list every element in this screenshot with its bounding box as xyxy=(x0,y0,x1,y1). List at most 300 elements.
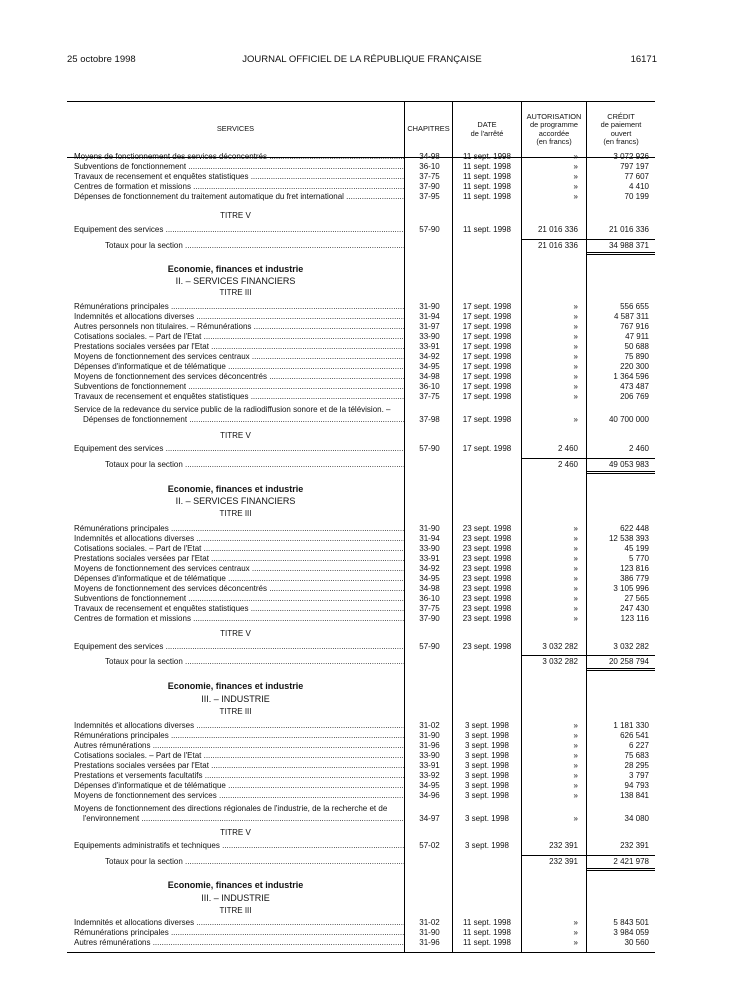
autorisation-cell: 2 460 xyxy=(557,444,578,453)
col-header-services: SERVICES xyxy=(216,124,255,134)
autorisation-cell: » xyxy=(573,938,578,947)
table-row xyxy=(67,731,655,741)
total-rule xyxy=(587,239,655,240)
chapter-cell: 33-91 xyxy=(419,554,440,563)
date-cell: 23 sept. 1998 xyxy=(462,594,512,603)
service-label: Autres rémunérations ..... xyxy=(74,741,404,751)
chapter-cell: 31-90 xyxy=(419,928,440,937)
date-cell: 17 sept. 1998 xyxy=(462,322,512,331)
chapter-cell: 31-94 xyxy=(419,534,440,543)
autorisation-cell: » xyxy=(573,382,578,391)
service-label: Prestations sociales versées par l'Etat ..... xyxy=(74,342,404,352)
date-cell: 17 sept. 1998 xyxy=(462,352,512,361)
date-cell: 23 sept. 1998 xyxy=(462,544,512,553)
service-label: Travaux de recensement et enquêtes statistiques ..... xyxy=(74,604,404,614)
autorisation-cell: » xyxy=(573,781,578,790)
table-row xyxy=(67,918,655,928)
titre-heading xyxy=(67,211,655,221)
service-label: Autres rémunérations ..... xyxy=(74,938,404,948)
chapter-cell: 33-91 xyxy=(419,342,440,351)
autorisation-cell: 21 016 336 xyxy=(537,241,578,250)
credit-cell: 12 538 393 xyxy=(608,534,649,543)
autorisation-cell: » xyxy=(573,312,578,321)
issue-date: 25 octobre 1998 xyxy=(67,54,136,65)
table-row xyxy=(67,182,655,192)
chapter-cell: 31-96 xyxy=(419,938,440,947)
table-row xyxy=(67,554,655,564)
chapter-cell: 31-96 xyxy=(419,741,440,750)
date-cell: 3 sept. 1998 xyxy=(464,781,510,790)
service-label: Subventions de fonctionnement ..... xyxy=(74,594,404,604)
credit-cell: 1 181 330 xyxy=(613,721,649,730)
credit-cell: 75 683 xyxy=(624,751,649,760)
chapter-cell: 33-90 xyxy=(419,332,440,341)
section-title xyxy=(67,880,655,890)
credit-cell: 45 199 xyxy=(624,544,649,553)
table-row xyxy=(67,544,655,554)
date-cell: 17 sept. 1998 xyxy=(462,302,512,311)
total-rule xyxy=(587,655,655,656)
table-row xyxy=(67,804,655,814)
table-row xyxy=(67,721,655,731)
table-row xyxy=(67,405,655,415)
table-row xyxy=(67,372,655,382)
service-label: Economie, finances et industrie xyxy=(167,880,304,890)
chapter-cell: 31-02 xyxy=(419,918,440,927)
page-number: 16171 xyxy=(630,54,657,65)
date-cell: 23 sept. 1998 xyxy=(462,574,512,583)
service-label: Rémunérations principales ..... xyxy=(74,302,404,312)
table-row xyxy=(67,642,655,652)
table-row xyxy=(67,332,655,342)
service-label: TITRE III xyxy=(219,509,252,518)
service-label: Prestations sociales versées par l'Etat ..... xyxy=(74,761,404,771)
autorisation-cell: » xyxy=(573,342,578,351)
autorisation-cell: » xyxy=(573,731,578,740)
total-rule xyxy=(522,855,586,856)
credit-cell: 4 410 xyxy=(628,182,649,191)
chapter-cell: 33-90 xyxy=(419,751,440,760)
service-label: III. – INDUSTRIE xyxy=(201,893,270,903)
autorisation-cell: » xyxy=(573,721,578,730)
titre-heading xyxy=(67,288,655,298)
autorisation-cell: » xyxy=(573,554,578,563)
service-label: III. – INDUSTRIE xyxy=(201,694,270,704)
credit-cell: 3 032 282 xyxy=(613,642,649,651)
table-row xyxy=(67,302,655,312)
credit-cell: 247 430 xyxy=(620,604,649,613)
table-row xyxy=(67,162,655,172)
service-label: Autres personnels non titulaires. – Rémunérations ..... xyxy=(74,322,404,332)
date-cell: 11 sept. 1998 xyxy=(463,172,511,181)
date-cell: 11 sept. 1998 xyxy=(463,182,511,191)
total-rule xyxy=(587,855,655,856)
col-header-autorisation: AUTORISATION de programme accordée (en francs) xyxy=(526,111,582,146)
date-cell: 3 sept. 1998 xyxy=(464,791,510,800)
date-cell: 3 sept. 1998 xyxy=(464,721,510,730)
chapter-cell: 33-92 xyxy=(419,771,440,780)
table-row xyxy=(67,225,655,235)
credit-cell: 3 984 059 xyxy=(613,928,649,937)
date-cell: 11 sept. 1998 xyxy=(463,928,511,937)
table-row xyxy=(67,534,655,544)
chapter-cell: 34-95 xyxy=(419,574,440,583)
autorisation-cell: » xyxy=(573,564,578,573)
table-row xyxy=(67,415,655,425)
credit-cell: 47 911 xyxy=(625,332,649,341)
col-header-credit: CRÉDIT de paiement ouvert (en francs) xyxy=(600,111,642,146)
service-label: Prestations et versements facultatifs ..... xyxy=(74,771,404,781)
service-label: TITRE V xyxy=(220,629,251,638)
total-rule xyxy=(587,458,655,459)
section-subtitle xyxy=(67,496,655,506)
autorisation-cell: » xyxy=(573,192,578,201)
table-row xyxy=(67,771,655,781)
service-label: Subventions de fonctionnement ..... xyxy=(74,382,404,392)
service-label: TITRE V xyxy=(220,431,251,440)
credit-cell: 70 199 xyxy=(624,192,649,201)
credit-cell: 2 460 xyxy=(628,444,649,453)
chapter-cell: 37-75 xyxy=(419,604,440,613)
table-row xyxy=(67,761,655,771)
table-body xyxy=(67,102,655,952)
date-cell: 17 sept. 1998 xyxy=(462,382,512,391)
credit-cell: 138 841 xyxy=(620,791,649,800)
autorisation-cell: 2 460 xyxy=(557,460,578,469)
credit-cell: 6 227 xyxy=(628,741,649,750)
titre-heading xyxy=(67,629,655,639)
chapter-cell: 34-98 xyxy=(419,152,440,161)
date-cell: 17 sept. 1998 xyxy=(462,392,512,401)
service-label: Rémunérations principales ..... xyxy=(74,524,404,534)
date-cell: 23 sept. 1998 xyxy=(462,564,512,573)
autorisation-cell: » xyxy=(573,162,578,171)
autorisation-cell: » xyxy=(573,152,578,161)
chapter-cell: 37-90 xyxy=(419,614,440,623)
service-label: Totaux pour la section ..... xyxy=(105,241,404,251)
service-label: Totaux pour la section ..... xyxy=(105,857,404,867)
service-label: Travaux de recensement et enquêtes statistiques ..... xyxy=(74,172,404,182)
autorisation-cell: » xyxy=(573,544,578,553)
section-subtitle xyxy=(67,276,655,286)
credit-cell: 123 116 xyxy=(620,614,649,623)
chapter-cell: 33-91 xyxy=(419,761,440,770)
service-label: Centres de formation et missions ..... xyxy=(74,614,404,624)
chapter-cell: 37-90 xyxy=(419,182,440,191)
total-row xyxy=(67,857,655,867)
autorisation-cell: » xyxy=(573,614,578,623)
date-cell: 3 sept. 1998 xyxy=(464,741,510,750)
service-label: Dépenses d'informatique et de télématique ..... xyxy=(74,362,404,372)
service-label: Cotisations sociales. – Part de l'Etat ..... xyxy=(74,332,404,342)
chapter-cell: 36-10 xyxy=(419,382,440,391)
date-cell: 3 sept. 1998 xyxy=(464,841,510,850)
total-double-rule xyxy=(587,252,655,255)
credit-cell: 386 779 xyxy=(620,574,649,583)
date-cell: 11 sept. 1998 xyxy=(463,938,511,947)
credit-cell: 49 053 983 xyxy=(608,460,649,469)
chapter-cell: 31-94 xyxy=(419,312,440,321)
autorisation-cell: » xyxy=(573,771,578,780)
autorisation-cell: » xyxy=(573,524,578,533)
chapter-cell: 31-90 xyxy=(419,302,440,311)
autorisation-cell: » xyxy=(573,362,578,371)
service-label: Moyens de fonctionnement des services centraux ..... xyxy=(74,564,404,574)
table-row xyxy=(67,614,655,624)
table-row xyxy=(67,312,655,322)
autorisation-cell: » xyxy=(573,352,578,361)
credit-cell: 220 300 xyxy=(620,362,649,371)
service-label: Totaux pour la section ..... xyxy=(105,657,404,667)
chapter-cell: 37-95 xyxy=(419,192,440,201)
service-label: Economie, finances et industrie xyxy=(167,264,304,274)
chapter-cell: 34-96 xyxy=(419,791,440,800)
chapter-cell: 34-97 xyxy=(419,814,440,823)
credit-cell: 473 487 xyxy=(620,382,649,391)
service-label: TITRE III xyxy=(219,707,252,716)
total-double-rule xyxy=(587,668,655,671)
autorisation-cell: 232 391 xyxy=(549,857,578,866)
chapter-cell: 57-90 xyxy=(419,225,440,234)
service-label: Equipement des services ..... xyxy=(74,444,404,454)
titre-heading xyxy=(67,707,655,717)
service-label: Rémunérations principales ..... xyxy=(74,731,404,741)
autorisation-cell: » xyxy=(573,791,578,800)
service-label: Dépenses d'informatique et de télématique ..... xyxy=(74,574,404,584)
credit-cell: 28 295 xyxy=(624,761,649,770)
chapter-cell: 37-98 xyxy=(419,415,440,424)
section-subtitle xyxy=(67,694,655,704)
credit-cell: 30 560 xyxy=(624,938,649,947)
date-cell: 17 sept. 1998 xyxy=(462,444,512,453)
service-label: Dépenses d'informatique et de télématique ..... xyxy=(74,781,404,791)
titre-heading xyxy=(67,906,655,916)
table-row xyxy=(67,574,655,584)
autorisation-cell: » xyxy=(573,814,578,823)
service-label: Equipement des services ..... xyxy=(74,225,404,235)
credit-cell: 50 688 xyxy=(624,342,649,351)
service-label: Indemnités et allocations diverses ..... xyxy=(74,534,404,544)
section-title xyxy=(67,484,655,494)
service-label: TITRE V xyxy=(220,211,251,220)
credit-cell: 232 391 xyxy=(620,841,649,850)
titre-heading xyxy=(67,828,655,838)
table-row xyxy=(67,928,655,938)
table-row xyxy=(67,791,655,801)
table-row xyxy=(67,814,655,824)
date-cell: 17 sept. 1998 xyxy=(462,415,512,424)
service-label: Rémunérations principales ..... xyxy=(74,928,404,938)
table-row xyxy=(67,841,655,851)
section-subtitle xyxy=(67,893,655,903)
table-row xyxy=(67,392,655,402)
chapter-cell: 57-90 xyxy=(419,642,440,651)
date-cell: 11 sept. 1998 xyxy=(463,192,511,201)
credit-cell: 622 448 xyxy=(620,524,649,533)
table-row xyxy=(67,604,655,614)
section-title xyxy=(67,264,655,274)
date-cell: 11 sept. 1998 xyxy=(463,225,511,234)
service-label: Dépenses de fonctionnement ..... xyxy=(83,415,404,425)
date-cell: 23 sept. 1998 xyxy=(462,584,512,593)
service-label: II. – SERVICES FINANCIERS xyxy=(175,276,296,286)
credit-cell: 34 988 371 xyxy=(608,241,649,250)
credit-cell: 21 016 336 xyxy=(608,225,649,234)
total-row xyxy=(67,460,655,470)
table-row xyxy=(67,524,655,534)
date-cell: 23 sept. 1998 xyxy=(462,534,512,543)
autorisation-cell: » xyxy=(573,372,578,381)
service-label: Moyens de fonctionnement des services déconcentrés ..... xyxy=(74,372,404,382)
date-cell: 11 sept. 1998 xyxy=(463,162,511,171)
total-rule xyxy=(522,458,586,459)
table-row xyxy=(67,781,655,791)
table-row xyxy=(67,741,655,751)
service-label: Moyens de fonctionnement des services déconcentrés ..... xyxy=(74,584,404,594)
autorisation-cell: » xyxy=(573,392,578,401)
service-label: Travaux de recensement et enquêtes statistiques ..... xyxy=(74,392,404,402)
table-row xyxy=(67,751,655,761)
service-label: Indemnités et allocations diverses ..... xyxy=(74,312,404,322)
service-label: Prestations sociales versées par l'Etat ..... xyxy=(74,554,404,564)
date-cell: 17 sept. 1998 xyxy=(462,372,512,381)
chapter-cell: 34-95 xyxy=(419,781,440,790)
date-cell: 3 sept. 1998 xyxy=(464,771,510,780)
date-cell: 3 sept. 1998 xyxy=(464,751,510,760)
table-row xyxy=(67,192,655,202)
total-row xyxy=(67,241,655,251)
table-row xyxy=(67,444,655,454)
total-row xyxy=(67,657,655,667)
credit-cell: 27 565 xyxy=(624,594,649,603)
section-title xyxy=(67,681,655,691)
chapter-cell: 36-10 xyxy=(419,594,440,603)
credit-cell: 797 197 xyxy=(620,162,649,171)
table-row xyxy=(67,152,655,162)
credit-cell: 77 607 xyxy=(624,172,649,181)
credit-cell: 94 793 xyxy=(624,781,649,790)
service-label: Economie, finances et industrie xyxy=(167,681,304,691)
credit-cell: 5 843 501 xyxy=(613,918,649,927)
autorisation-cell: » xyxy=(573,172,578,181)
date-cell: 17 sept. 1998 xyxy=(462,342,512,351)
table-row xyxy=(67,938,655,948)
date-cell: 23 sept. 1998 xyxy=(462,524,512,533)
credit-cell: 34 080 xyxy=(624,814,649,823)
autorisation-cell: » xyxy=(573,332,578,341)
chapter-cell: 31-90 xyxy=(419,731,440,740)
autorisation-cell: 232 391 xyxy=(549,841,578,850)
autorisation-cell: » xyxy=(573,574,578,583)
service-label: II. – SERVICES FINANCIERS xyxy=(175,496,296,506)
credit-cell: 20 258 794 xyxy=(608,657,649,666)
autorisation-cell: 3 032 282 xyxy=(542,657,578,666)
autorisation-cell: » xyxy=(573,761,578,770)
service-label: Moyens de fonctionnement des services déconcentrés ..... xyxy=(74,152,404,162)
credit-cell: 4 587 311 xyxy=(614,312,649,321)
chapter-cell: 37-75 xyxy=(419,172,440,181)
autorisation-cell: » xyxy=(573,302,578,311)
date-cell: 11 sept. 1998 xyxy=(463,152,511,161)
service-label: Cotisations sociales. – Part de l'Etat ..... xyxy=(74,544,404,554)
col-header-date: DATE de l'arrêté xyxy=(470,120,504,138)
service-label: Indemnités et allocations diverses ..... xyxy=(74,918,404,928)
service-label: Cotisations sociales. – Part de l'Etat ..... xyxy=(74,751,404,761)
table-row xyxy=(67,584,655,594)
service-label: Subventions de fonctionnement ..... xyxy=(74,162,404,172)
table-row xyxy=(67,594,655,604)
autorisation-cell: » xyxy=(573,584,578,593)
service-label: Indemnités et allocations diverses ..... xyxy=(74,721,404,731)
col-header-chapitres: CHAPITRES xyxy=(407,124,450,134)
service-label: Dépenses de fonctionnement du traitement automatique du fret international ..... xyxy=(74,192,404,202)
date-cell: 17 sept. 1998 xyxy=(462,332,512,341)
autorisation-cell: » xyxy=(573,322,578,331)
credit-cell: 75 890 xyxy=(624,352,649,361)
chapter-cell: 57-90 xyxy=(419,444,440,453)
chapter-cell: 34-92 xyxy=(419,564,440,573)
total-rule xyxy=(522,655,586,656)
chapter-cell: 34-98 xyxy=(419,372,440,381)
autorisation-cell: » xyxy=(573,751,578,760)
autorisation-cell: » xyxy=(573,534,578,543)
credit-cell: 626 541 xyxy=(620,731,649,740)
service-label: TITRE V xyxy=(220,828,251,837)
credit-cell: 3 105 996 xyxy=(613,584,649,593)
total-rule xyxy=(522,239,586,240)
date-cell: 23 sept. 1998 xyxy=(462,642,512,651)
date-cell: 11 sept. 1998 xyxy=(463,918,511,927)
date-cell: 17 sept. 1998 xyxy=(462,312,512,321)
service-label: l'environnement ..... xyxy=(83,814,404,824)
autorisation-cell: » xyxy=(573,741,578,750)
service-label: Equipement des services ..... xyxy=(74,642,404,652)
date-cell: 23 sept. 1998 xyxy=(462,554,512,563)
credit-cell: 556 655 xyxy=(620,302,649,311)
service-label: Moyens de fonctionnement des services centraux ..... xyxy=(74,352,404,362)
date-cell: 3 sept. 1998 xyxy=(464,814,510,823)
total-double-rule xyxy=(587,868,655,871)
table-row xyxy=(67,382,655,392)
chapter-cell: 31-02 xyxy=(419,721,440,730)
date-cell: 23 sept. 1998 xyxy=(462,604,512,613)
credit-cell: 2 421 978 xyxy=(613,857,649,866)
page-header xyxy=(67,54,657,68)
credit-cell: 40 700 000 xyxy=(608,415,649,424)
table-row xyxy=(67,322,655,332)
allocations-table xyxy=(67,101,655,953)
credit-cell: 206 769 xyxy=(620,392,649,401)
titre-heading xyxy=(67,431,655,441)
date-cell: 23 sept. 1998 xyxy=(462,614,512,623)
date-cell: 3 sept. 1998 xyxy=(464,731,510,740)
service-label: Moyens de fonctionnement des directions régionales de l'industrie, de la recherche et de xyxy=(74,804,388,813)
chapter-cell: 31-90 xyxy=(419,524,440,533)
service-label: Equipements administratifs et techniques ..... xyxy=(74,841,404,851)
service-label: TITRE III xyxy=(219,288,252,297)
autorisation-cell: » xyxy=(573,415,578,424)
autorisation-cell: » xyxy=(573,594,578,603)
autorisation-cell: » xyxy=(573,918,578,927)
journal-title: JOURNAL OFFICIEL DE LA RÉPUBLIQUE FRANÇAISE xyxy=(242,54,482,65)
chapter-cell: 57-02 xyxy=(419,841,440,850)
service-label: Service de la redevance du service public de la radiodiffusion sonore et de la télévision. – xyxy=(74,405,391,414)
credit-cell: 767 916 xyxy=(620,322,649,331)
titre-heading xyxy=(67,509,655,519)
autorisation-cell: 21 016 336 xyxy=(537,225,578,234)
table-row xyxy=(67,352,655,362)
service-label: Moyens de fonctionnement des services ..... xyxy=(74,791,404,801)
